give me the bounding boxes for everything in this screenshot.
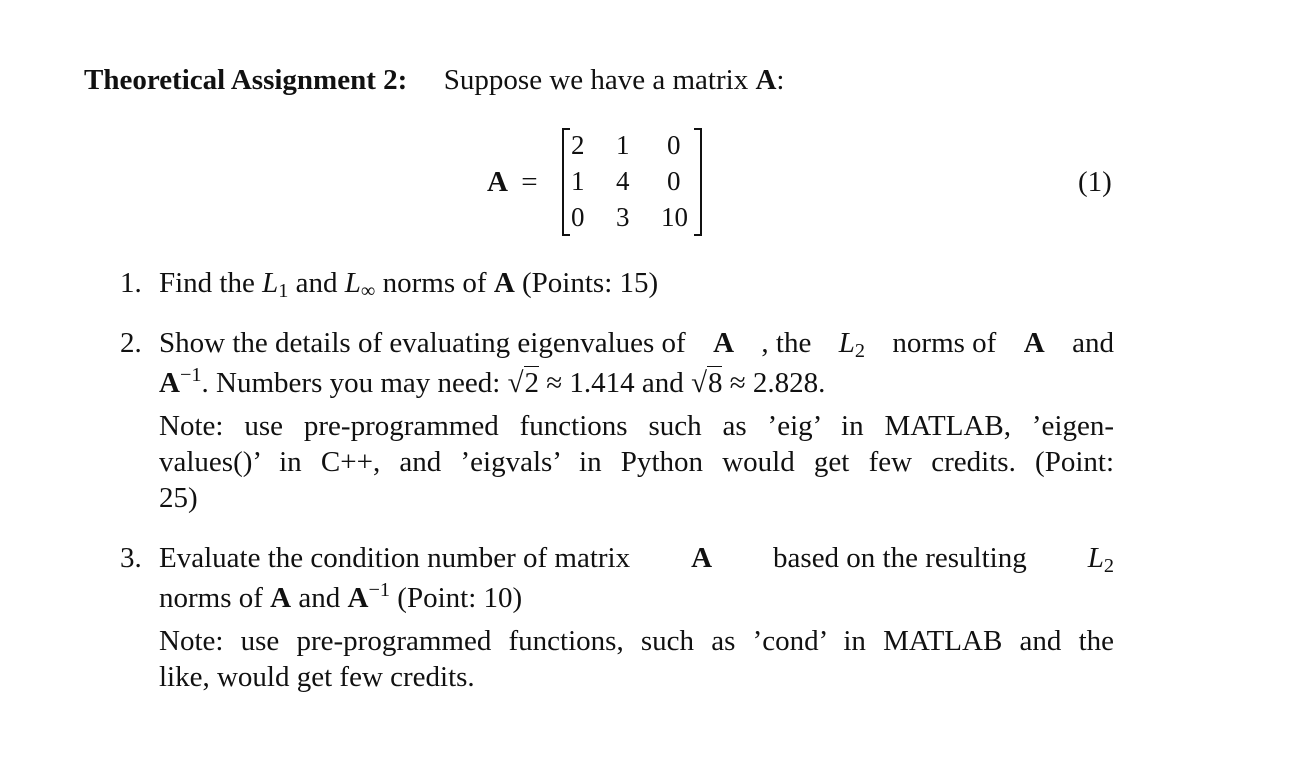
text-run: Show the details of evaluating eigenvalues of <box>159 327 686 359</box>
text-run: ≈ 1.414 and <box>539 367 692 400</box>
matrix-cell: 3 <box>616 202 630 232</box>
subscript: ∞ <box>360 280 376 303</box>
note-line: Note: use pre-programmed functions such as ’eig’ in MATLAB, ’eigen- <box>159 410 1114 442</box>
matrix-symbol: A <box>755 64 777 96</box>
left-bracket <box>562 128 570 236</box>
matrix-symbol: A <box>713 327 735 359</box>
intro-text: Suppose we have a matrix <box>443 64 756 96</box>
matrix-symbol: A <box>691 542 713 574</box>
matrix-cell: 0 <box>667 130 681 160</box>
item-text <box>159 269 658 301</box>
subscript: 2 <box>854 340 866 363</box>
note-line: like, would get few credits. <box>159 661 475 693</box>
sqrt-radicand: 2 <box>524 367 540 400</box>
matrix-symbol: A <box>493 267 515 299</box>
text-run: (Point: 10) <box>390 582 523 615</box>
item-text-line <box>159 580 522 613</box>
text-run: Evaluate the condition number of matrix <box>159 542 631 574</box>
superscript: −1 <box>179 364 202 386</box>
sqrt-sign: √ <box>691 367 707 400</box>
note-line: values()’ in C++, and ’eigvals’ in Python would get few credits. (Point: <box>159 446 1114 478</box>
matrix-cell: 0 <box>667 166 681 196</box>
text-run: and <box>288 267 345 299</box>
note-line: Note: use pre-programmed functions, such as ’cond’ in MATLAB and the <box>159 625 1114 657</box>
text-run: Find the <box>159 267 263 299</box>
item-text-line <box>159 329 1114 361</box>
assignment-heading <box>84 66 784 95</box>
item-number: 1. <box>120 267 142 299</box>
item-number: 2. <box>120 327 142 359</box>
matrix-symbol: A <box>159 367 180 400</box>
matrix-symbol: A <box>1023 327 1045 359</box>
intro-colon: : <box>776 64 785 96</box>
matrix-cell: 4 <box>616 166 630 196</box>
matrix-symbol: A <box>270 582 292 615</box>
equation-lhs <box>487 168 538 197</box>
subscript: 2 <box>1103 555 1114 578</box>
matrix-cell: 0 <box>571 202 585 232</box>
note-line: 25) <box>159 482 198 514</box>
text-run: based on the resulting <box>773 542 1027 574</box>
text-run: . Numbers you may need: <box>201 367 508 400</box>
item-number: 3. <box>120 542 142 574</box>
text-run: and <box>1072 327 1114 359</box>
text-run: norms of <box>159 582 271 615</box>
text-run: norms of <box>892 327 997 359</box>
norm-symbol: L <box>838 327 855 359</box>
matrix-cell: 2 <box>571 130 585 160</box>
matrix-symbol: A <box>347 582 369 615</box>
subscript: 1 <box>278 280 289 303</box>
text-run: ≈ 2.828. <box>722 367 826 400</box>
right-bracket <box>694 128 702 236</box>
matrix-cell: 1 <box>616 130 630 160</box>
matrix-cell: 1 <box>571 166 585 196</box>
text-run: , the <box>761 327 812 359</box>
sqrt-sign: √ <box>507 367 524 400</box>
norm-symbol: L <box>262 267 279 299</box>
sqrt-radicand: 8 <box>707 367 723 400</box>
text-run: (Points: 15) <box>514 267 659 299</box>
item-text-line <box>159 544 1114 576</box>
norm-symbol: L <box>344 267 361 299</box>
norm-symbol: L <box>1087 542 1104 574</box>
superscript: −1 <box>368 579 391 601</box>
assignment-title: Theoretical Assignment 2: <box>84 64 408 96</box>
text-run: and <box>291 582 348 615</box>
equals-sign: = <box>521 166 538 198</box>
matrix-cell: 10 <box>661 202 688 232</box>
equation-lhs-symbol: A <box>487 166 508 198</box>
equation-number: (1) <box>1078 166 1112 198</box>
item-text-line <box>159 365 825 398</box>
text-run: norms of <box>375 267 494 299</box>
